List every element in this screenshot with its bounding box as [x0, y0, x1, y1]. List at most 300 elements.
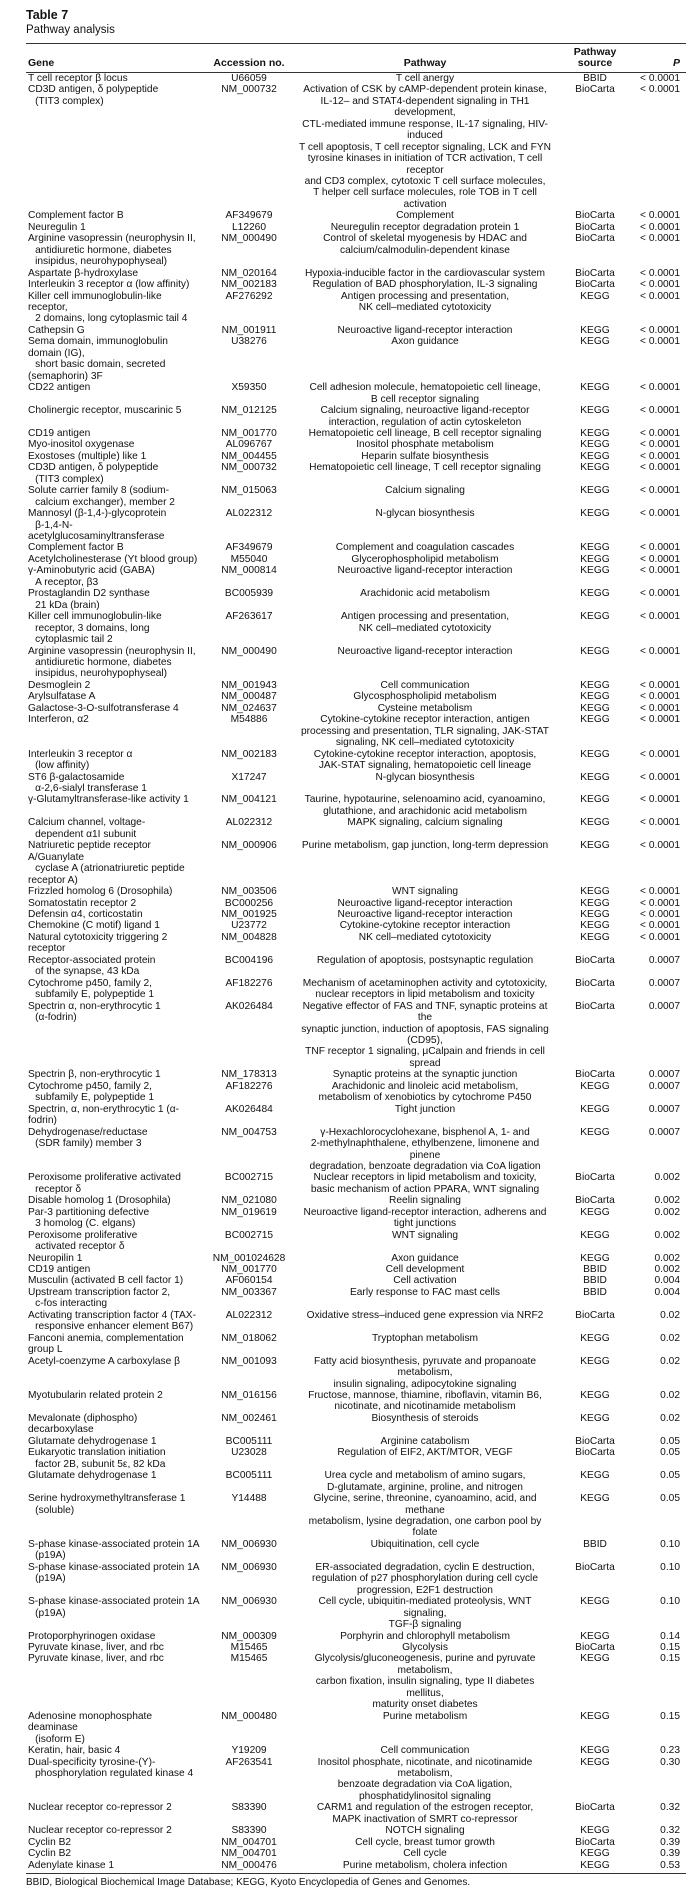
- pathway-cell: WNT signaling: [391, 1229, 459, 1241]
- table-row: [26, 1848, 686, 1859]
- table-row: [26, 1802, 686, 1825]
- pathway-cell: Neuregulin receptor degradation protein 1: [330, 221, 520, 233]
- accession-cell: U38276: [231, 336, 267, 348]
- p-value-cell: < 0.0001: [640, 439, 680, 451]
- accession-cell: L12260: [232, 221, 266, 233]
- table-row: [26, 1447, 686, 1470]
- pathway-cell: Purine metabolism: [382, 1710, 468, 1722]
- p-value-cell: 0.15: [660, 1710, 680, 1722]
- gene-cell: CD19 antigen: [28, 1264, 91, 1276]
- pathway-source-cell: KEGG: [580, 485, 610, 497]
- accession-cell: Y19209: [231, 1745, 267, 1757]
- table-row: [26, 542, 686, 553]
- accession-cell: NM_020164: [221, 267, 277, 279]
- accession-cell: AL022312: [225, 1309, 273, 1321]
- gene-cell: CD3D antigen, δ polypeptide (TIT3 complex): [28, 462, 159, 485]
- gene-cell: Cathepsin G: [28, 324, 85, 336]
- gene-cell: Glutamate dehydrogenase 1: [28, 1470, 157, 1482]
- accession-cell: AF349679: [225, 210, 273, 222]
- table-row: [26, 485, 686, 508]
- gene-cell: Cytochrome p450, family 2, subfamily E, polypeptide 1: [28, 977, 155, 1001]
- p-value-cell: < 0.0001: [640, 840, 680, 852]
- table-row: [26, 1356, 686, 1390]
- pathway-cell: γ-Hexachlorocyclohexane, bisphenol A, 1- and 2-methylnaphthalene, ethylbenzene, limonene and pinene degradation, benzoate degradation via CoA ligation: [309, 1126, 541, 1172]
- pathway-cell: Cell communication: [380, 1745, 470, 1757]
- table-row: [26, 279, 686, 290]
- pathway-source-cell: KEGG: [580, 336, 610, 348]
- pathway-cell: Oxidative stress–induced gene expression via NRF2: [306, 1309, 544, 1321]
- p-value-cell: 0.05: [660, 1447, 680, 1459]
- pathway-cell: Hypoxia-inducible factor in the cardiovascular system: [304, 267, 546, 279]
- gene-cell: Chemokine (C motif) ligand 1: [28, 920, 160, 932]
- gene-cell: Solute carrier family 8 (sodium- calcium exchanger), member 2: [28, 485, 175, 508]
- pathway-source-cell: KEGG: [580, 324, 610, 336]
- pathway-cell: Cytokine-cytokine receptor interaction: [339, 920, 511, 932]
- gene-cell: Upstream transcription factor 2, c-fos interacting: [28, 1286, 171, 1310]
- p-value-cell: < 0.0001: [640, 920, 680, 932]
- p-value-cell: 0.32: [660, 1825, 680, 1837]
- pathway-cell: Ubiquitination, cell cycle: [370, 1538, 480, 1550]
- gene-cell: Activating transcription factor 4 (TAX- responsive enhancer element B67): [28, 1309, 196, 1333]
- accession-cell: AF349679: [225, 542, 273, 554]
- table-row: [26, 1562, 686, 1596]
- p-value-cell: < 0.0001: [640, 588, 680, 600]
- accession-cell: NM_004828: [221, 931, 277, 943]
- gene-cell: Spectrin, α, non-erythrocytic 1 (α-fodrin): [28, 1103, 180, 1127]
- accession-cell: BC005111: [225, 1435, 273, 1447]
- p-value-cell: < 0.0001: [640, 794, 680, 806]
- pathway-source-cell: KEGG: [580, 462, 610, 474]
- pathway-cell: Cytokine-cytokine receptor interaction, apoptosis, JAK-STAT signaling, hematopoietic cell lineage: [313, 748, 537, 772]
- table-row: [26, 1207, 686, 1230]
- gene-cell: Myo-inositol oxygenase: [28, 439, 135, 451]
- gene-cell: Mannosyl (β-1,4-)-glycoprotein β-1,4-N-acetylglucosaminyltransferase: [28, 508, 167, 543]
- pathway-source-cell: KEGG: [580, 1332, 610, 1344]
- pathway-cell: Cell cycle, ubiquitin-mediated proteolysis, WNT signaling, TGF-β signaling: [318, 1596, 532, 1631]
- pathway-source-cell: KEGG: [580, 542, 610, 554]
- p-value-cell: 0.23: [660, 1745, 680, 1757]
- pathway-source-cell: KEGG: [580, 1229, 610, 1241]
- pathway-source-cell: BioCarta: [575, 1836, 615, 1848]
- table-body: [26, 72, 686, 1871]
- pathway-source-cell: KEGG: [580, 553, 610, 565]
- pathway-source-cell: KEGG: [580, 1756, 610, 1768]
- pathway-cell: Inositol phosphate metabolism: [356, 439, 494, 451]
- p-value-cell: 0.05: [660, 1435, 680, 1447]
- p-value-cell: < 0.0001: [640, 817, 680, 829]
- table-row: [26, 554, 686, 565]
- accession-cell: AL022312: [225, 508, 273, 520]
- accession-cell: NM_004701: [221, 1836, 277, 1848]
- gene-cell: Dual-specificity tyrosine-(Y)- phosphorylation regulated kinase 4: [28, 1756, 194, 1779]
- table-row: [26, 451, 686, 462]
- pathway-cell: Biosynthesis of steroids: [371, 1412, 479, 1424]
- pathway-cell: Regulation of BAD phosphorylation, IL-3 signaling: [312, 279, 538, 291]
- pathway-cell: NK cell–mediated cytotoxicity: [358, 931, 492, 943]
- accession-cell: NM_003506: [221, 886, 277, 898]
- pathway-cell: N-glycan biosynthesis: [375, 771, 475, 783]
- p-value-cell: < 0.0001: [640, 382, 680, 394]
- table-row: [26, 336, 686, 382]
- pathway-cell: Axon guidance: [391, 1252, 459, 1264]
- pathway-cell: Glycolysis: [402, 1641, 448, 1653]
- pathway-source-cell: KEGG: [580, 886, 610, 898]
- pathway-source-cell: KEGG: [580, 611, 610, 623]
- table-row: [26, 325, 686, 336]
- gene-cell: Complement factor B: [28, 542, 124, 554]
- header-accession: Accession no.: [204, 44, 294, 72]
- table-row: [26, 72, 686, 84]
- accession-cell: AF263541: [225, 1756, 273, 1768]
- pathway-source-cell: KEGG: [580, 679, 610, 691]
- p-value-cell: 0.02: [660, 1412, 680, 1424]
- p-value-cell: < 0.0001: [640, 72, 680, 84]
- pathway-source-cell: KEGG: [580, 897, 610, 909]
- pathway-source-cell: KEGG: [580, 382, 610, 394]
- p-value-cell: 0.0007: [648, 1126, 680, 1138]
- table-row: [26, 1275, 686, 1286]
- table-row: [26, 749, 686, 772]
- p-value-cell: 0.0007: [648, 977, 680, 989]
- pathway-source-cell: KEGG: [580, 1710, 610, 1722]
- accession-cell: AK026484: [225, 1000, 273, 1012]
- gene-cell: T cell receptor β locus: [28, 72, 128, 84]
- accession-cell: NM_001925: [221, 908, 277, 920]
- table-row: [26, 588, 686, 611]
- p-value-cell: 0.002: [654, 1229, 680, 1241]
- gene-cell: Adenylate kinase 1: [28, 1859, 115, 1871]
- pathway-source-cell: BioCarta: [575, 1069, 615, 1081]
- p-value-cell: 0.39: [660, 1848, 680, 1860]
- accession-cell: NM_001770: [221, 427, 277, 439]
- gene-cell: S-phase kinase-associated protein 1A (p19A): [28, 1561, 200, 1585]
- pathway-cell: Tight junction: [394, 1103, 456, 1115]
- p-value-cell: 0.53: [660, 1859, 680, 1871]
- header-pathway-source: Pathway source: [556, 44, 634, 72]
- pathway-cell: Neuroactive ligand-receptor interaction: [337, 908, 513, 920]
- gene-cell: Acetyl-coenzyme A carboxylase β: [28, 1355, 180, 1367]
- p-value-cell: < 0.0001: [640, 771, 680, 783]
- gene-cell: Keratin, hair, basic 4: [28, 1745, 121, 1757]
- p-value-cell: 0.0007: [648, 954, 680, 966]
- pathway-source-cell: BioCarta: [575, 1435, 615, 1447]
- pathway-cell: Arginine catabolism: [380, 1435, 470, 1447]
- table-row: [26, 233, 686, 267]
- p-value-cell: < 0.0001: [640, 279, 680, 291]
- table-row: [26, 1333, 686, 1356]
- pathway-cell: Cytokine-cytokine receptor interaction, antigen processing and presentation, TLR signaling, JAK-STAT signaling, NK cell–mediated cytotoxicity: [300, 714, 550, 749]
- accession-cell: AK026484: [225, 1103, 273, 1115]
- table-row: [26, 428, 686, 439]
- table-row: [26, 978, 686, 1001]
- pathway-table: [26, 44, 686, 1871]
- gene-cell: Neuropilin 1: [28, 1252, 83, 1264]
- accession-cell: NM_004121: [221, 794, 277, 806]
- pathway-source-cell: BioCarta: [575, 233, 615, 245]
- p-value-cell: < 0.0001: [640, 908, 680, 920]
- accession-cell: BC002715: [224, 1172, 274, 1184]
- pathway-source-cell: KEGG: [580, 565, 610, 577]
- table-row: [26, 84, 686, 210]
- pathway-cell: Neuroactive ligand-receptor interaction: [337, 565, 513, 577]
- pathway-source-cell: BioCarta: [575, 1195, 615, 1207]
- gene-cell: Pyruvate kinase, liver, and rbc: [28, 1641, 164, 1653]
- accession-cell: NM_000476: [221, 1859, 277, 1871]
- p-value-cell: 0.0007: [648, 1080, 680, 1092]
- pathway-source-cell: KEGG: [580, 840, 610, 852]
- pathway-source-cell: BBID: [583, 1275, 607, 1287]
- accession-cell: NM_000480: [221, 1710, 277, 1722]
- table-row: [26, 382, 686, 405]
- pathway-source-cell: KEGG: [580, 1206, 610, 1218]
- pathway-source-cell: BioCarta: [575, 210, 615, 222]
- gene-cell: Glutamate dehydrogenase 1: [28, 1435, 157, 1447]
- p-value-cell: 0.15: [660, 1641, 680, 1653]
- gene-cell: Disable homolog 1 (Drosophila): [28, 1195, 171, 1207]
- table-row: [26, 1642, 686, 1653]
- table-row: [26, 920, 686, 931]
- p-value-cell: < 0.0001: [640, 290, 680, 302]
- pathway-cell: Mechanism of acetaminophen activity and cytotoxicity, nuclear receptors in lipid metabolism and toxicity: [302, 977, 548, 1001]
- p-value-cell: < 0.0001: [640, 450, 680, 462]
- p-value-cell: < 0.0001: [640, 485, 680, 497]
- pathway-source-cell: KEGG: [580, 691, 610, 703]
- accession-cell: NM_018062: [221, 1332, 277, 1344]
- gene-cell: Dehydrogenase/reductase (SDR family) member 3: [28, 1126, 148, 1150]
- p-value-cell: 0.0007: [648, 1103, 680, 1115]
- p-value-cell: < 0.0001: [640, 462, 680, 474]
- table-row: [26, 840, 686, 886]
- pathway-cell: Fatty acid biosynthesis, pyruvate and propanoate metabolism, insulin signaling, adipocytokine signaling: [314, 1355, 536, 1390]
- table-row: [26, 1745, 686, 1756]
- gene-cell: Defensin α4, corticostatin: [28, 908, 143, 920]
- document: [26, 8, 686, 1889]
- gene-cell: Serine hydroxymethyltransferase 1 (soluble): [28, 1493, 186, 1516]
- accession-cell: U23772: [231, 920, 267, 932]
- pathway-cell: Negative effector of FAS and TNF, synaptic proteins at the synaptic junction, induction of apoptosis, FAS signaling (CD95), TNF receptor 1 signaling, μCalpain and friends in cell spread: [301, 1000, 549, 1069]
- pathway-source-cell: BioCarta: [575, 267, 615, 279]
- pathway-cell: Arachidonic acid metabolism: [360, 588, 490, 600]
- pathway-cell: Glycerophospholipid metabolism: [351, 553, 499, 565]
- p-value-cell: 0.002: [654, 1264, 680, 1276]
- pathway-cell: Taurine, hypotaurine, selenoamino acid, cyanoamino, glutathione, and arachidonic acid metabolism: [304, 794, 546, 817]
- pathway-source-cell: KEGG: [580, 1596, 610, 1608]
- gene-cell: Natriuretic peptide receptor A/Guanylate cyclase A (atrionatriuretic peptide receptor A): [28, 840, 185, 886]
- accession-cell: NM_012125: [221, 405, 277, 417]
- pathway-cell: Synaptic proteins at the synaptic junction: [332, 1069, 518, 1081]
- accession-cell: NM_000732: [221, 84, 277, 96]
- pathway-source-cell: KEGG: [580, 920, 610, 932]
- accession-cell: U23028: [231, 1447, 267, 1459]
- pathway-source-cell: KEGG: [580, 1745, 610, 1757]
- p-value-cell: < 0.0001: [640, 336, 680, 348]
- table-row: [26, 1172, 686, 1195]
- p-value-cell: < 0.0001: [640, 210, 680, 222]
- table-row: [26, 291, 686, 325]
- gene-cell: Myotubularin related protein 2: [28, 1390, 163, 1402]
- pathway-source-cell: BBID: [583, 1286, 607, 1298]
- pathway-source-cell: KEGG: [580, 1825, 610, 1837]
- pathway-cell: Complement: [396, 210, 454, 222]
- p-value-cell: < 0.0001: [640, 679, 680, 691]
- pathway-source-cell: BBID: [583, 1538, 607, 1550]
- pathway-source-cell: KEGG: [580, 1355, 610, 1367]
- gene-cell: Par-3 partitioning defective 3 homolog (C. elgans): [28, 1206, 150, 1230]
- table-row: [26, 508, 686, 542]
- table-row: [26, 1253, 686, 1264]
- table-row: [26, 1539, 686, 1562]
- p-value-cell: 0.10: [660, 1538, 680, 1550]
- p-value-cell: 0.02: [660, 1355, 680, 1367]
- accession-cell: M54886: [230, 714, 268, 726]
- gene-cell: Frizzled homolog 6 (Drosophila): [28, 886, 173, 898]
- pathway-source-cell: KEGG: [580, 1859, 610, 1871]
- pathway-source-cell: KEGG: [580, 908, 610, 920]
- pathway-source-cell: KEGG: [580, 290, 610, 302]
- p-value-cell: 0.30: [660, 1756, 680, 1768]
- accession-cell: U66059: [231, 72, 267, 84]
- accession-cell: AL022312: [225, 817, 273, 829]
- pathway-source-cell: KEGG: [580, 794, 610, 806]
- pathway-cell: Control of skeletal myogenesis by HDAC and calcium/calmodulin-dependent kinase: [323, 233, 527, 256]
- pathway-cell: Urea cycle and metabolism of amino sugars, D-glutamate, arginine, proline, and nitrogen: [324, 1470, 526, 1493]
- accession-cell: AF182276: [225, 977, 273, 989]
- accession-cell: NM_003367: [221, 1286, 277, 1298]
- p-value-cell: < 0.0001: [640, 84, 680, 96]
- p-value-cell: < 0.0001: [640, 886, 680, 898]
- p-value-cell: 0.002: [654, 1195, 680, 1207]
- gene-cell: Neuregulin 1: [28, 221, 86, 233]
- pathway-source-cell: BBID: [583, 72, 607, 84]
- table-row: [26, 691, 686, 702]
- gene-cell: Fanconi anemia, complementation group L: [28, 1332, 184, 1356]
- gene-cell: S-phase kinase-associated protein 1A (p19A): [28, 1596, 200, 1619]
- p-value-cell: < 0.0001: [640, 221, 680, 233]
- pathway-cell: Cysteine metabolism: [377, 702, 473, 714]
- table-row: [26, 1413, 686, 1436]
- gene-cell: CD19 antigen: [28, 427, 91, 439]
- table-row: [26, 703, 686, 714]
- gene-cell: Mevalonate (diphospho) decarboxylase: [28, 1412, 138, 1436]
- accession-cell: NM_004455: [221, 450, 277, 462]
- pathway-source-cell: KEGG: [580, 427, 610, 439]
- p-value-cell: 0.002: [654, 1206, 680, 1218]
- header-p-label: P: [672, 57, 680, 70]
- pathway-cell: Glycine, serine, threonine, cyanoamino, acid, and methane metabolism, lysine degradation, one carbon pool by folate: [308, 1493, 542, 1539]
- p-value-cell: < 0.0001: [640, 714, 680, 726]
- p-value-cell: 0.02: [660, 1332, 680, 1344]
- pathway-source-cell: KEGG: [580, 405, 610, 417]
- p-value-cell: < 0.0001: [640, 931, 680, 943]
- table-row: [26, 646, 686, 680]
- p-value-cell: 0.39: [660, 1836, 680, 1848]
- gene-cell: S-phase kinase-associated protein 1A (p19A): [28, 1538, 200, 1562]
- accession-cell: X59350: [231, 382, 267, 394]
- accession-cell: BC005939: [224, 588, 274, 600]
- pathway-cell: Neuroactive ligand-receptor interaction: [337, 324, 513, 336]
- pathway-source-cell: KEGG: [580, 439, 610, 451]
- pathway-source-cell: KEGG: [580, 1126, 610, 1138]
- pathway-cell: Cell cycle: [403, 1848, 447, 1860]
- pathway-source-cell: BioCarta: [575, 1309, 615, 1321]
- accession-cell: X17247: [231, 771, 267, 783]
- pathway-cell: N-glycan biosynthesis: [375, 508, 475, 520]
- pathway-source-cell: KEGG: [580, 1252, 610, 1264]
- gene-cell: Complement factor B: [28, 210, 124, 222]
- pathway-source-cell: KEGG: [580, 508, 610, 520]
- pathway-cell: Cell activation: [393, 1275, 457, 1287]
- p-value-cell: 0.05: [660, 1493, 680, 1505]
- gene-cell: CD22 antigen: [28, 382, 91, 394]
- gene-cell: γ-Glutamyltransferase-like activity 1: [28, 794, 189, 806]
- table-row: [26, 1390, 686, 1413]
- table-row: [26, 222, 686, 233]
- table-row: [26, 1837, 686, 1848]
- gene-cell: Arginine vasopressin (neurophysin II, antidiuretic hormone, diabetes insipidus, neurohypophyseal): [28, 233, 196, 268]
- table-row: [26, 439, 686, 450]
- pathway-source-cell: BioCarta: [575, 1802, 615, 1814]
- header-pathway: Pathway: [294, 44, 556, 72]
- pathway-source-cell: KEGG: [580, 645, 610, 657]
- gene-cell: ST6 β-galactosamide α-2,6-sialyl transferase 1: [28, 771, 147, 794]
- pathway-source-cell: KEGG: [580, 1390, 610, 1402]
- pathway-cell: Calcium signaling, neuroactive ligand-receptor interaction, regulation of actin cytoskeleton: [320, 405, 530, 428]
- table-row: [26, 1310, 686, 1333]
- pathway-source-cell: KEGG: [580, 817, 610, 829]
- table-title: Table 7: [26, 8, 69, 22]
- pathway-cell: Fructose, mannose, thiamine, riboflavin, vitamin B6, nicotinate, and nicotinamide metabolism: [308, 1390, 542, 1413]
- gene-cell: Calcium channel, voltage- dependent α1I subunit: [28, 817, 146, 840]
- accession-cell: NM_004753: [221, 1126, 277, 1138]
- pathway-cell: Purine metabolism, gap junction, long-term depression: [301, 840, 549, 852]
- accession-cell: NM_001911: [221, 324, 277, 336]
- gene-cell: Sema domain, immunoglobulin domain (IG), short basic domain, secreted (semaphorin) 3F: [28, 336, 168, 382]
- table-row: [26, 909, 686, 920]
- pathway-cell: Neuroactive ligand-receptor interaction: [337, 897, 513, 909]
- p-value-cell: < 0.0001: [640, 645, 680, 657]
- gene-cell: Cholinergic receptor, muscarinic 5: [28, 405, 182, 417]
- gene-cell: Adenosine monophosphate deaminase (isoform E): [28, 1710, 153, 1745]
- table-row: [26, 565, 686, 588]
- p-value-cell: 0.10: [660, 1596, 680, 1608]
- table-row: [26, 611, 686, 645]
- gene-cell: Natural cytotoxicity triggering 2 receptor: [28, 931, 168, 955]
- gene-cell: Peroxisome proliferative activated receptor δ: [28, 1229, 138, 1253]
- p-value-cell: 0.02: [660, 1309, 680, 1321]
- pathway-cell: Hematopoietic cell lineage, T cell receptor signaling: [309, 462, 541, 474]
- table-row: [26, 1493, 686, 1539]
- pathway-source-cell: KEGG: [580, 1470, 610, 1482]
- p-value-cell: < 0.0001: [640, 542, 680, 554]
- pathway-cell: MAPK signaling, calcium signaling: [347, 817, 503, 829]
- pathway-cell: Regulation of EIF2, AKT/MTOR, VEGF: [337, 1447, 513, 1459]
- gene-cell: Acetylcholinesterase (Yt blood group): [28, 553, 198, 565]
- gene-cell: Galactose-3-O-sulfotransferase 4: [28, 702, 179, 714]
- accession-cell: NM_024637: [221, 702, 277, 714]
- pathway-source-cell: BioCarta: [575, 1000, 615, 1012]
- table-row: [26, 1436, 686, 1447]
- table-row: [26, 898, 686, 909]
- p-value-cell: 0.32: [660, 1802, 680, 1814]
- pathway-cell: Early response to FAC mast cells: [349, 1286, 501, 1298]
- p-value-cell: 0.004: [654, 1286, 680, 1298]
- pathway-source-cell: BioCarta: [575, 1561, 615, 1573]
- pathway-source-cell: BioCarta: [575, 954, 615, 966]
- accession-cell: S83390: [231, 1802, 267, 1814]
- pathway-cell: Activation of CSK by cAMP-dependent protein kinase, IL-12– and STAT4-dependent signaling in TH1 development, CTL-mediated immune response, IL-17 signaling, HIV-induced T cell apoptosis, T cell receptor signaling, LCK and FYN tyrosine kinases in initiation of TCR activation, T cell receptor and CD3 complex, cytotoxic T cell surface molecules, T helper cell surface molecules, role TOB in T cell activation: [299, 84, 551, 210]
- gene-cell: Somatostatin receptor 2: [28, 897, 137, 909]
- accession-cell: NM_000906: [221, 840, 277, 852]
